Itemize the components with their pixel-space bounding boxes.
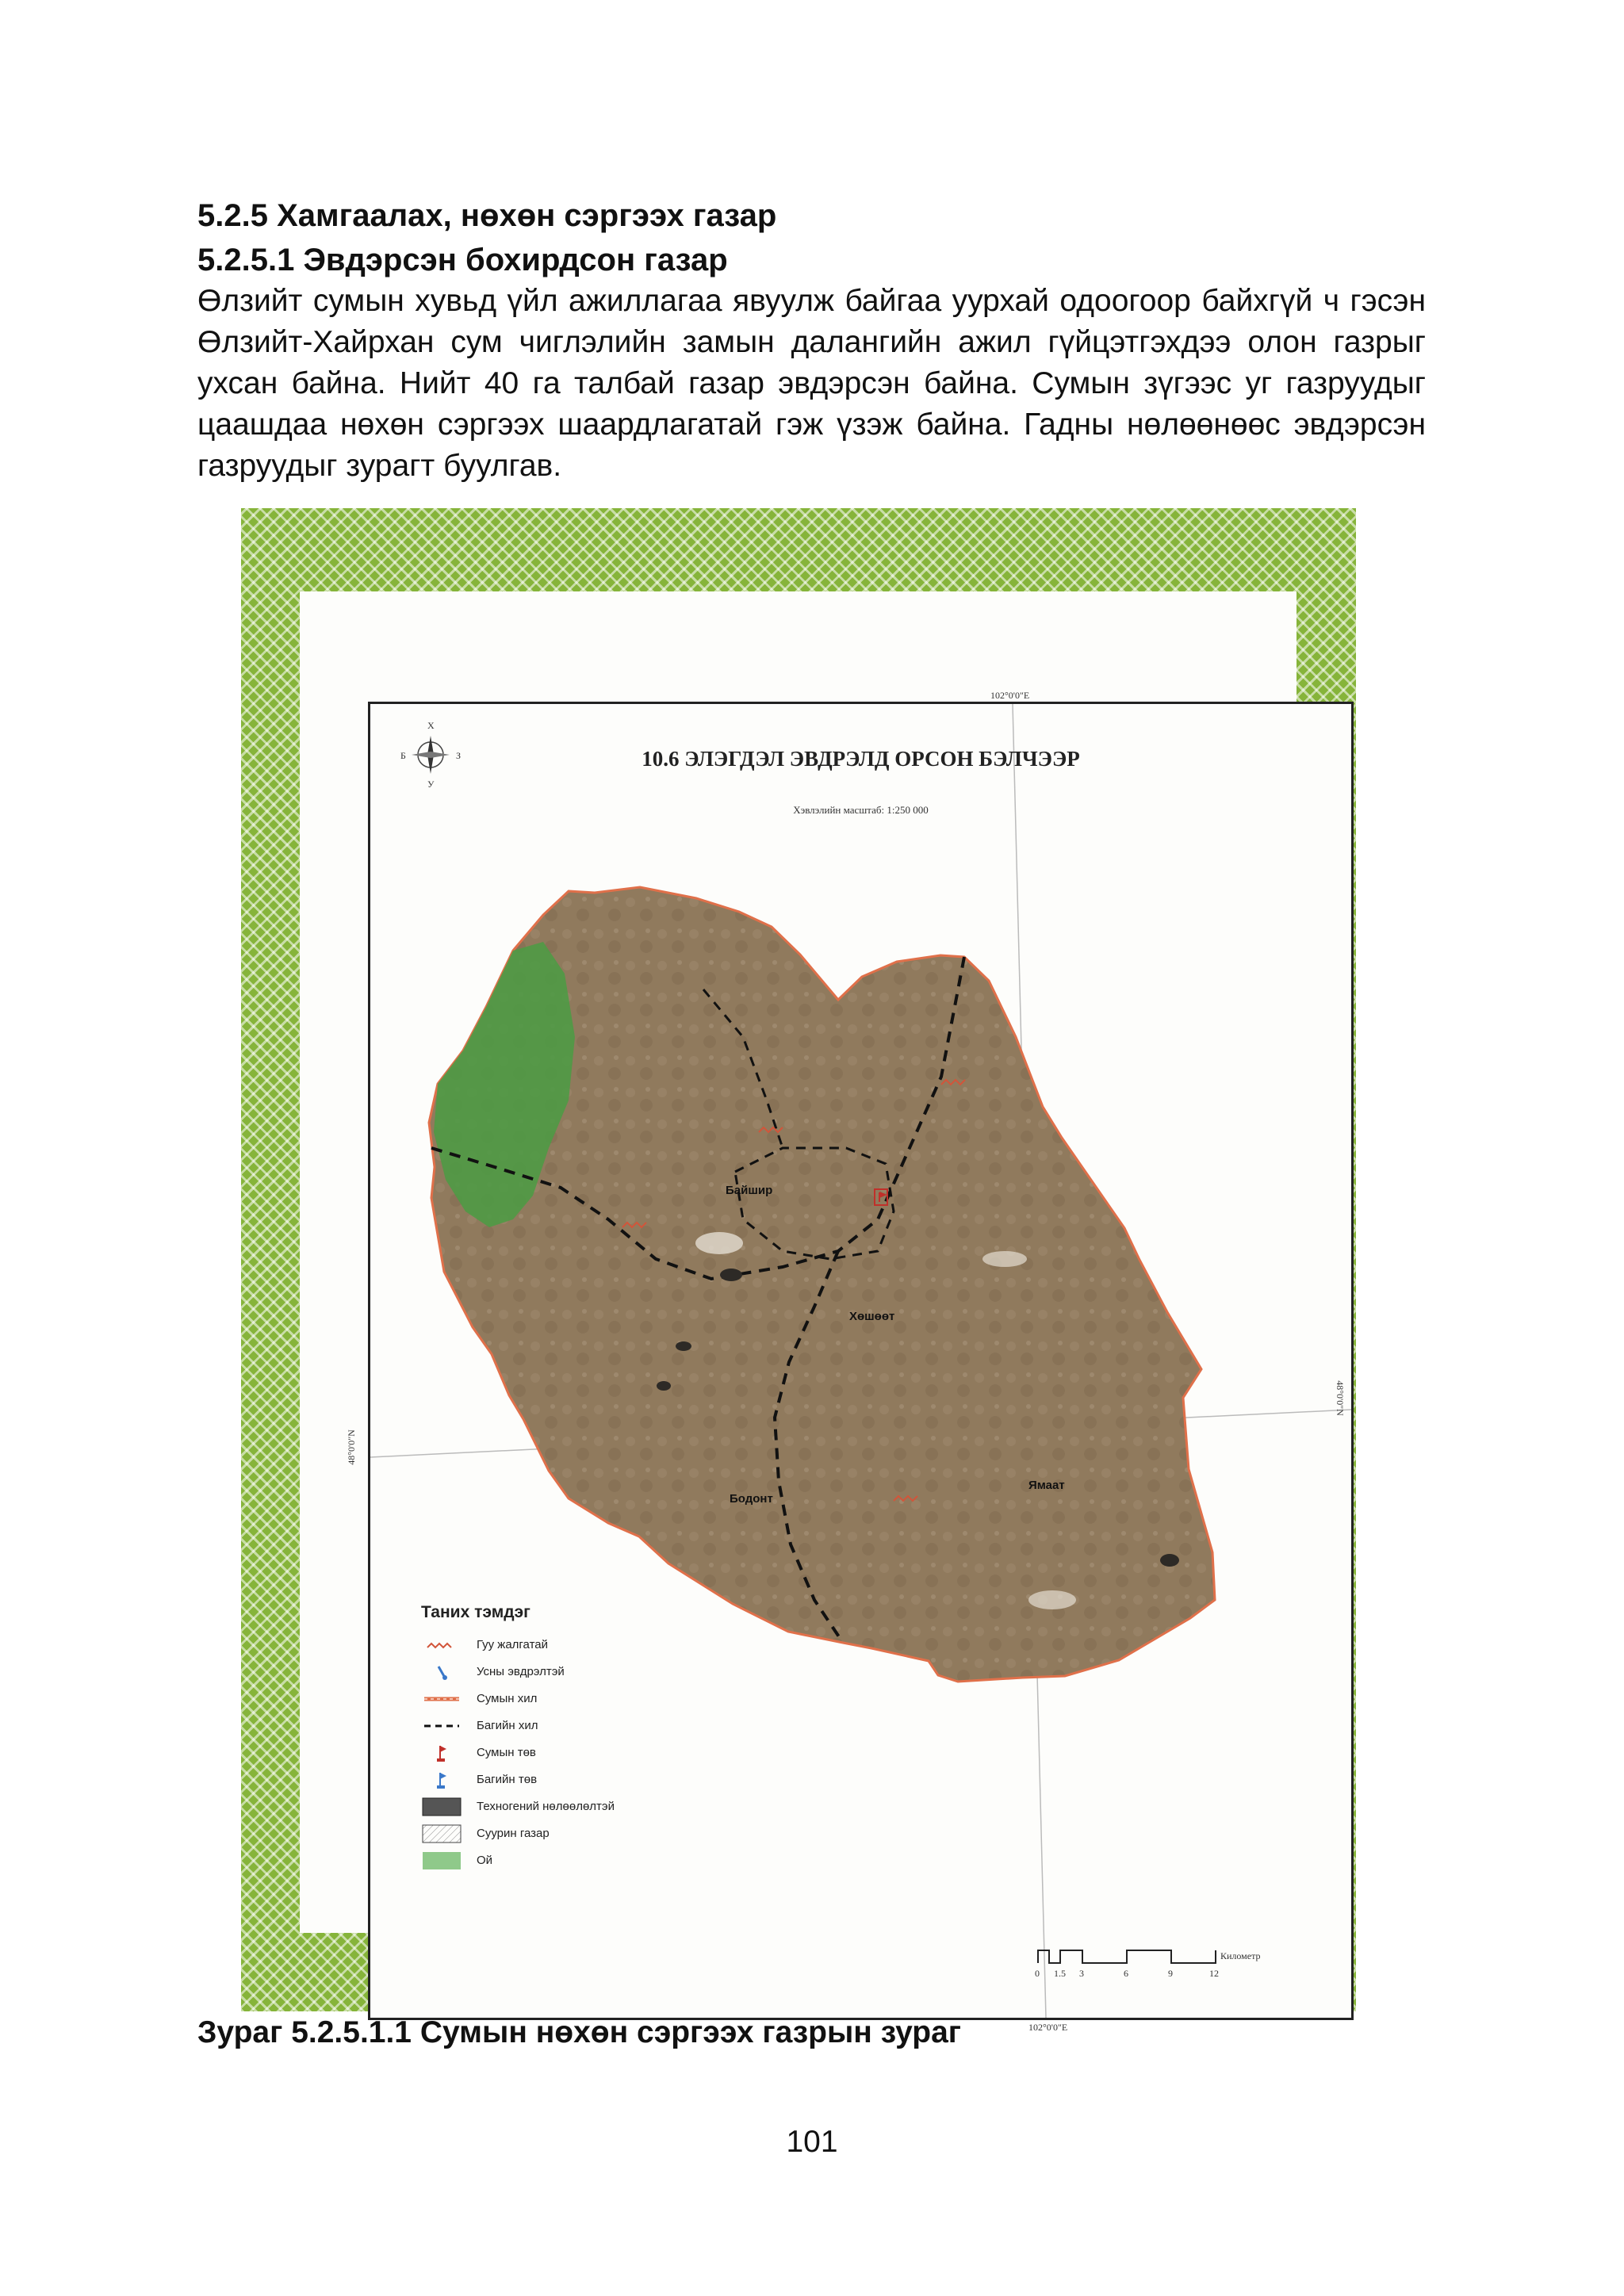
map-figure-frame xyxy=(241,508,1356,2033)
map-title: 10.6 ЭЛЭГДЭЛ ЭВДРЭЛД ОРСОН БЭЛЧЭЭР xyxy=(642,747,1080,771)
legend-item: Усны эвдрэлтэй xyxy=(421,1662,683,1686)
scale-tick: 6 xyxy=(1124,1968,1128,1979)
figure-caption: Зураг 5.2.5.1.1 Сумын нөхөн сэргээх газрын зураг xyxy=(197,2015,962,2049)
technogenic-spot xyxy=(657,1381,671,1391)
coord-right: 48°0'0"N xyxy=(1334,1380,1346,1416)
place-label: Бодонт xyxy=(730,1492,773,1506)
coord-bottom: 102°0'0"E xyxy=(1028,2022,1068,2033)
settlement-area xyxy=(1028,1590,1076,1609)
map-scale-text: Хэвлэлийн масштаб: 1:250 000 xyxy=(793,804,929,816)
scale-tick: 0 xyxy=(1035,1968,1040,1979)
compass-east: З xyxy=(456,750,462,761)
legend-item: Ой xyxy=(421,1850,683,1874)
scale-unit: Километр xyxy=(1220,1950,1261,1961)
settlement-icon xyxy=(421,1823,462,1844)
scale-tick: 1.5 xyxy=(1054,1968,1066,1979)
scale-bar-graphic xyxy=(1036,1947,1235,1965)
section-heading: 5.2.5 Хамгаалах, нөхөн сэргээх газар xyxy=(197,198,777,233)
legend-title: Таних тэмдэг xyxy=(421,1603,530,1621)
compass-west: Б xyxy=(400,750,406,761)
settlement-area xyxy=(695,1232,743,1254)
legend-item: Сумын төв xyxy=(421,1743,683,1766)
legend-item: Гуу жалгатай xyxy=(421,1635,683,1659)
technogenic-spot xyxy=(1160,1554,1179,1567)
scale-tick: 12 xyxy=(1209,1968,1219,1979)
scale-bar xyxy=(1036,1947,1298,1992)
legend-item: Багийн төв xyxy=(421,1770,683,1793)
scale-tick: 3 xyxy=(1079,1968,1084,1979)
forest-icon xyxy=(421,1850,462,1871)
technogenic-icon xyxy=(421,1797,462,1817)
map-paper xyxy=(300,591,1346,2033)
coord-left: 48°0'0"N xyxy=(345,1429,357,1465)
legend-item: Багийн хил xyxy=(421,1716,683,1739)
body-paragraph: Өлзийт сумын хувьд үйл ажиллагаа явуулж байгаа уурхай одоогоор байхгүй ч гэсэн Өлзийт-Хайрхан сум чиглэлийн замын далангийн ажил гүйцэтгэхдээ олон газрыг ухсан байна. Нийт 40 га талбай газар эвдэрсэн байна. Сумын зүгээс уг газруудыг цаашдаа нөхөн сэргээх шаардлагатай гэж үзэж байна. Гадны нөлөөнөөс эвдэрсэн газруудыг зурагт буулгав. xyxy=(197,284,1426,483)
compass-north: Х xyxy=(427,720,435,731)
map-legend xyxy=(421,1603,683,1888)
compass-south: У xyxy=(427,779,435,790)
technogenic-spot xyxy=(676,1341,691,1351)
soum-center-icon xyxy=(421,1743,462,1763)
gully-icon xyxy=(421,1635,462,1655)
bag-border-icon xyxy=(421,1716,462,1736)
place-label: Ямаат xyxy=(1028,1479,1065,1492)
water-erosion-icon xyxy=(421,1662,462,1682)
place-label: Байшир xyxy=(726,1184,773,1197)
page-number: 101 xyxy=(786,2125,838,2159)
scale-tick: 9 xyxy=(1168,1968,1173,1979)
settlement-area xyxy=(982,1251,1027,1267)
legend-item: Техногений нөлөөлөлтэй xyxy=(421,1797,683,1820)
legend-item: Сумын хил xyxy=(421,1689,683,1712)
bag-center-icon xyxy=(421,1770,462,1790)
subsection-heading: 5.2.5.1 Эвдэрсэн бохирдсон газар xyxy=(197,243,728,277)
technogenic-spot xyxy=(720,1269,742,1281)
legend-item: Суурин газар xyxy=(421,1823,683,1847)
map-neatline xyxy=(345,690,1354,2033)
place-label: Хөшөөт xyxy=(849,1310,895,1323)
coord-top: 102°0'0"E xyxy=(990,690,1030,701)
soum-border-icon xyxy=(421,1689,462,1709)
